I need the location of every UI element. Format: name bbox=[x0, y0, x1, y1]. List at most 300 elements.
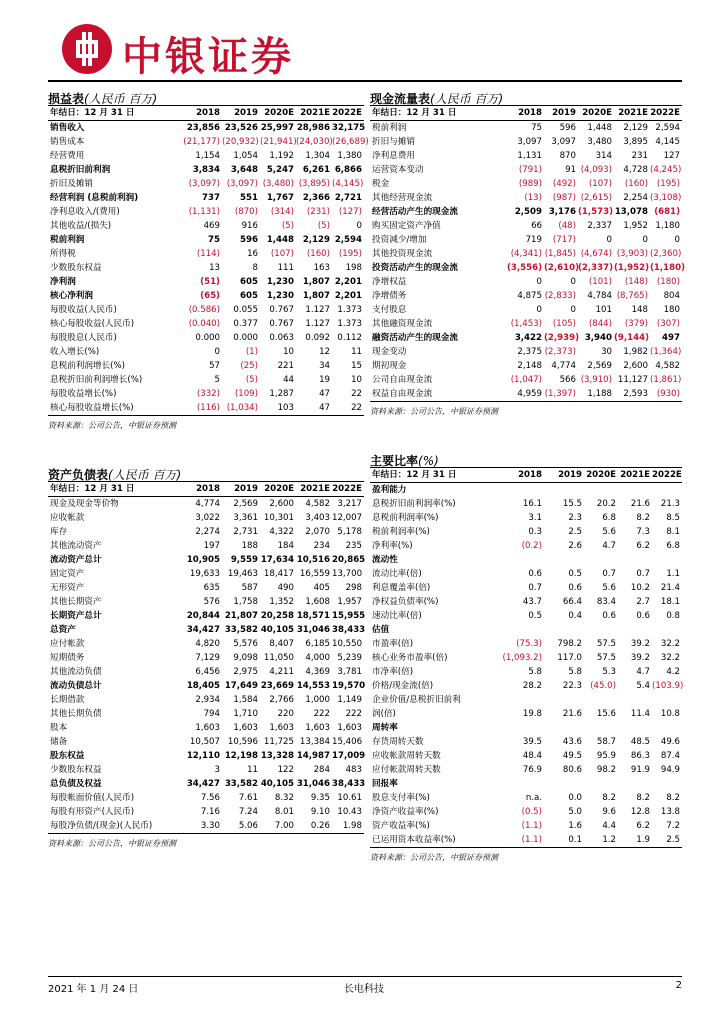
row-label: 其他融资现金流 bbox=[372, 319, 433, 329]
table-row bbox=[48, 791, 364, 805]
row-label: 税前利润 bbox=[50, 235, 85, 245]
row-value: (25) bbox=[240, 361, 258, 371]
row-value: (101) bbox=[588, 277, 612, 287]
row-value: 2.5 bbox=[568, 527, 582, 537]
row-value: 10.43 bbox=[337, 807, 362, 817]
row-value: 1,131 bbox=[517, 151, 542, 161]
row-value: 39.2 bbox=[630, 653, 650, 663]
row-value: 3,403 bbox=[305, 513, 330, 523]
row-label: 运营资本变动 bbox=[372, 165, 424, 175]
row-label: 核心每股收益增长(%) bbox=[50, 403, 134, 413]
row-value: 0.6 bbox=[636, 611, 650, 621]
row-value: (0.040) bbox=[188, 319, 220, 329]
row-value: 25,997 bbox=[260, 123, 294, 133]
row-value: 34 bbox=[319, 361, 330, 371]
row-label: 应收帐款 bbox=[50, 513, 85, 523]
table-row bbox=[370, 373, 682, 387]
row-value: 7.24 bbox=[238, 807, 258, 817]
table-header-row bbox=[48, 482, 364, 497]
table-row bbox=[370, 205, 682, 219]
row-value: 0.7 bbox=[528, 583, 542, 593]
row-label: 购买固定资产净值 bbox=[372, 221, 441, 231]
row-value: 2,594 bbox=[334, 235, 362, 245]
row-value bbox=[584, 483, 618, 498]
table-row bbox=[370, 177, 682, 191]
row-value: 47 bbox=[319, 403, 330, 413]
row-value: (0.2) bbox=[521, 541, 542, 551]
row-value: 3,361 bbox=[233, 513, 258, 523]
row-value: 4,774 bbox=[195, 499, 220, 509]
row-value: 1,000 bbox=[305, 695, 330, 705]
row-label: 投资减少/增加 bbox=[372, 235, 427, 245]
row-value: 38,433 bbox=[332, 779, 366, 789]
table-row bbox=[48, 693, 364, 707]
row-value: (65) bbox=[200, 291, 220, 301]
row-value: (3,097) bbox=[188, 179, 220, 189]
row-value bbox=[584, 693, 618, 707]
column-header: 2020E bbox=[578, 106, 614, 121]
row-value: 8,407 bbox=[269, 639, 294, 649]
column-header: 2021E bbox=[614, 106, 650, 121]
row-value: (1.1) bbox=[521, 835, 542, 845]
footer-page-number: 2 bbox=[675, 980, 682, 991]
column-header: 2022E bbox=[650, 106, 682, 121]
row-label: 润(倍) bbox=[372, 709, 396, 719]
row-value: (4,245) bbox=[650, 165, 682, 175]
row-value: 10,516 bbox=[296, 555, 330, 565]
row-value: 0.6 bbox=[602, 611, 616, 621]
table-row bbox=[48, 191, 364, 205]
row-value: 22.3 bbox=[562, 681, 582, 691]
row-value: 3 bbox=[214, 765, 220, 775]
row-value: 9.35 bbox=[310, 793, 330, 803]
row-value: (1,397) bbox=[544, 389, 576, 399]
panel-unit: (人民币 百万) bbox=[84, 92, 158, 106]
source-note: 资料来源：公司公告，中银证券预测 bbox=[48, 415, 364, 431]
source-note: 资料来源：公司公告，中银证券预测 bbox=[370, 847, 682, 863]
table-row bbox=[370, 387, 682, 401]
row-label: 净增债务 bbox=[372, 291, 407, 301]
row-value: 117.0 bbox=[557, 653, 582, 663]
row-value bbox=[652, 553, 682, 567]
row-label: 每股帐面价值(人民币) bbox=[50, 793, 135, 803]
row-value: 13,328 bbox=[260, 751, 294, 761]
row-value: (148) bbox=[624, 277, 648, 287]
row-label: 每股有形资产(人民币) bbox=[50, 807, 135, 817]
panel-title bbox=[370, 452, 682, 468]
table-row bbox=[48, 707, 364, 721]
table-row bbox=[48, 205, 364, 219]
row-value bbox=[490, 553, 544, 567]
row-value: 4.7 bbox=[636, 667, 650, 677]
row-value: 2,569 bbox=[233, 499, 258, 509]
table-row bbox=[48, 819, 364, 833]
row-label: 净利息费用 bbox=[372, 151, 415, 161]
row-value: 2,509 bbox=[514, 207, 542, 217]
column-header: 2018 bbox=[502, 106, 544, 121]
row-value bbox=[618, 693, 652, 707]
row-value: 12.8 bbox=[630, 807, 650, 817]
row-value: 127 bbox=[663, 151, 680, 161]
row-value: 483 bbox=[345, 765, 362, 775]
row-label: 其他长期资产 bbox=[50, 597, 102, 607]
column-header: 年结日：12 月 31 日 bbox=[370, 468, 490, 483]
row-value: (2,833) bbox=[544, 291, 576, 301]
row-label: 其他经营现金流 bbox=[372, 193, 433, 203]
row-value: 19,570 bbox=[332, 681, 366, 691]
row-value bbox=[544, 693, 584, 707]
row-value: 1,758 bbox=[233, 597, 258, 607]
row-value: (1,093.2) bbox=[502, 653, 542, 663]
table-row bbox=[370, 749, 682, 763]
row-value: (0.5) bbox=[521, 807, 542, 817]
column-header: 2022E bbox=[652, 468, 682, 483]
row-value: 2,594 bbox=[655, 123, 680, 133]
table-row bbox=[48, 373, 364, 387]
source-note: 资料来源：公司公告，中银证券预测 bbox=[48, 833, 364, 849]
table-row bbox=[48, 511, 364, 525]
row-value: (3,910) bbox=[580, 375, 612, 385]
table-row bbox=[48, 623, 364, 637]
column-header: 2019 bbox=[544, 468, 584, 483]
row-value bbox=[652, 693, 682, 707]
table-row bbox=[48, 679, 364, 693]
row-label: 周转率 bbox=[372, 723, 398, 733]
row-value: (51) bbox=[200, 277, 220, 287]
row-value: 12,110 bbox=[186, 751, 220, 761]
row-label: 净利率(%) bbox=[372, 541, 413, 551]
row-label: 经营利润 (息税前利润) bbox=[50, 193, 139, 203]
row-value: 2,721 bbox=[334, 193, 362, 203]
row-value: 2,593 bbox=[623, 389, 648, 399]
row-value: 0.7 bbox=[602, 569, 616, 579]
row-value: 11,127 bbox=[617, 375, 648, 385]
row-value: 0.7 bbox=[636, 569, 650, 579]
row-value: 40,105 bbox=[260, 625, 294, 635]
table-row bbox=[370, 595, 682, 609]
table-row bbox=[48, 149, 364, 163]
row-value: (870) bbox=[234, 207, 258, 217]
row-value: 148 bbox=[631, 305, 648, 315]
row-value: 2,129 bbox=[302, 235, 330, 245]
row-label: 每股收益(人民币) bbox=[50, 305, 117, 315]
row-value: (0.586) bbox=[188, 305, 220, 315]
row-value: 4.4 bbox=[602, 821, 616, 831]
row-label: 速动比率(倍) bbox=[372, 611, 422, 621]
row-value: 5.8 bbox=[528, 667, 542, 677]
row-value: 10.61 bbox=[337, 793, 362, 803]
row-value: 2,375 bbox=[517, 347, 542, 357]
row-value: 0 bbox=[570, 305, 576, 315]
row-value: 5.8 bbox=[568, 667, 582, 677]
row-value: 1.373 bbox=[337, 305, 362, 315]
row-value: 10,507 bbox=[189, 737, 220, 747]
row-value: 39.2 bbox=[630, 639, 650, 649]
row-value: (8,765) bbox=[616, 291, 648, 301]
row-value: 75 bbox=[531, 123, 542, 133]
table-row bbox=[370, 567, 682, 581]
table-row bbox=[48, 497, 364, 512]
row-value: 3,895 bbox=[623, 137, 648, 147]
row-value: 10 bbox=[351, 375, 362, 385]
row-value: 8.2 bbox=[636, 513, 650, 523]
row-value: (5) bbox=[281, 221, 294, 231]
row-value: 14,553 bbox=[296, 681, 330, 691]
panel-title-text: 现金流量表 bbox=[370, 92, 431, 106]
row-value: 48.5 bbox=[630, 737, 650, 747]
row-value: 0.8 bbox=[666, 611, 680, 621]
row-value: 4,728 bbox=[623, 165, 648, 175]
row-value: 3,097 bbox=[551, 137, 576, 147]
row-value: 91.9 bbox=[630, 765, 650, 775]
row-value: 2,148 bbox=[517, 361, 542, 371]
row-value bbox=[544, 721, 584, 735]
table-row bbox=[370, 303, 682, 317]
row-label: 权益自由现金流 bbox=[372, 389, 433, 399]
row-value: 0.26 bbox=[310, 821, 330, 831]
table-row bbox=[370, 289, 682, 303]
row-value: 6.8 bbox=[602, 513, 616, 523]
row-value: 2.3 bbox=[568, 513, 582, 523]
row-value: 220 bbox=[277, 709, 294, 719]
row-value: 0 bbox=[536, 305, 542, 315]
row-value: (4,093) bbox=[580, 165, 612, 175]
table-row bbox=[370, 805, 682, 819]
row-value bbox=[490, 623, 544, 637]
table-row bbox=[370, 345, 682, 359]
row-value: 7,129 bbox=[195, 653, 220, 663]
row-value: 22 bbox=[351, 389, 362, 399]
row-value: 122 bbox=[277, 765, 294, 775]
row-label: 流动资产总计 bbox=[50, 555, 102, 565]
row-value: 33,582 bbox=[224, 779, 258, 789]
row-value: 1,603 bbox=[233, 723, 258, 733]
row-value: 7.3 bbox=[636, 527, 650, 537]
row-value: 103 bbox=[277, 403, 294, 413]
row-label: 其他长期负债 bbox=[50, 709, 102, 719]
data-table bbox=[48, 482, 364, 833]
row-value: 3,022 bbox=[195, 513, 220, 523]
row-value: 7.56 bbox=[200, 793, 220, 803]
row-value: (160) bbox=[624, 179, 648, 189]
table-row bbox=[370, 777, 682, 791]
row-value: 916 bbox=[241, 221, 258, 231]
row-label: 股息支付率(%) bbox=[372, 793, 430, 803]
row-value: 39.5 bbox=[522, 737, 542, 747]
table-row bbox=[370, 233, 682, 247]
row-value: (1,364) bbox=[650, 347, 682, 357]
row-value: 57 bbox=[209, 361, 220, 371]
row-value: 1.9 bbox=[636, 835, 650, 845]
column-header: 2021E bbox=[618, 468, 652, 483]
row-value: 4.2 bbox=[666, 667, 680, 677]
row-value: 12,007 bbox=[332, 513, 363, 523]
brand-name: 中银证券 bbox=[122, 34, 294, 80]
row-value: 9.10 bbox=[310, 807, 330, 817]
row-value: 13 bbox=[209, 263, 220, 273]
row-value: (1.1) bbox=[521, 821, 542, 831]
row-value: 4,959 bbox=[517, 389, 542, 399]
table-row bbox=[370, 191, 682, 205]
row-value: 23,669 bbox=[260, 681, 294, 691]
row-value: 490 bbox=[277, 583, 294, 593]
row-value: 4,322 bbox=[269, 527, 294, 537]
row-value: 1,352 bbox=[269, 597, 294, 607]
row-value: 1.2 bbox=[602, 835, 616, 845]
row-value: 4,582 bbox=[655, 361, 680, 371]
row-value bbox=[652, 483, 682, 498]
row-value: 2.5 bbox=[666, 835, 680, 845]
row-value: 7.61 bbox=[238, 793, 258, 803]
row-value: (21,177) bbox=[183, 137, 220, 147]
table-row bbox=[370, 651, 682, 665]
table-header-row bbox=[370, 468, 682, 483]
row-value: 11.4 bbox=[630, 709, 650, 719]
row-value: 23,526 bbox=[224, 123, 258, 133]
row-label: 其他流动资产 bbox=[50, 541, 102, 551]
panel-unit: (人民币 百万) bbox=[430, 92, 504, 106]
table-row bbox=[370, 331, 682, 345]
row-value: 3,176 bbox=[548, 207, 576, 217]
row-value: 4,000 bbox=[305, 653, 330, 663]
row-value: 22 bbox=[351, 403, 362, 413]
row-value: 1.127 bbox=[305, 319, 330, 329]
row-value: 0.767 bbox=[269, 305, 294, 315]
row-value: 32.2 bbox=[660, 653, 680, 663]
row-value: (332) bbox=[196, 389, 220, 399]
row-value: 4.7 bbox=[602, 541, 616, 551]
row-label: 折旧及摊销 bbox=[50, 179, 93, 189]
row-value: 1,603 bbox=[337, 723, 362, 733]
table-row bbox=[48, 331, 364, 345]
row-value: 198 bbox=[345, 263, 362, 273]
data-table bbox=[370, 468, 682, 847]
row-value: 188 bbox=[241, 541, 258, 551]
table-row bbox=[48, 637, 364, 651]
row-value: 1,603 bbox=[305, 723, 330, 733]
row-value: 7.16 bbox=[200, 807, 220, 817]
table-row bbox=[48, 401, 364, 415]
row-value: 0.112 bbox=[337, 333, 362, 343]
row-label: 其他流动负债 bbox=[50, 667, 102, 677]
row-value: 2,766 bbox=[269, 695, 294, 705]
panel-title-text: 损益表 bbox=[48, 92, 85, 106]
row-label: 储备 bbox=[50, 737, 68, 747]
table-row bbox=[370, 693, 682, 707]
row-value: 0 bbox=[606, 235, 612, 245]
row-value: 298 bbox=[345, 583, 362, 593]
row-label: 资产收益率(%) bbox=[372, 821, 430, 831]
row-value: 83.4 bbox=[596, 597, 616, 607]
row-value: 30 bbox=[601, 347, 612, 357]
row-value: (26,689) bbox=[332, 137, 369, 147]
row-label: 估值 bbox=[372, 625, 390, 635]
row-label: 固定资产 bbox=[50, 569, 85, 579]
row-value: 1,807 bbox=[302, 277, 330, 287]
table-row bbox=[370, 609, 682, 623]
row-value: 33,582 bbox=[224, 625, 258, 635]
row-value bbox=[584, 553, 618, 567]
panel-title-text: 主要比率 bbox=[370, 454, 419, 468]
row-value: 4,875 bbox=[517, 291, 542, 301]
table-row bbox=[370, 721, 682, 735]
row-value: 3.1 bbox=[528, 513, 542, 523]
column-header: 2021E bbox=[296, 482, 332, 497]
table-row bbox=[48, 805, 364, 819]
table-row bbox=[370, 135, 682, 149]
row-value: 94.9 bbox=[660, 765, 680, 775]
header-divider bbox=[48, 80, 682, 82]
row-value: 66.4 bbox=[562, 597, 582, 607]
row-value: 5.06 bbox=[238, 821, 258, 831]
row-value: 1,608 bbox=[305, 597, 330, 607]
row-value: (103.9) bbox=[652, 681, 684, 691]
row-value: 0.063 bbox=[269, 333, 294, 343]
row-label: 折旧与摊销 bbox=[372, 137, 415, 147]
table-row bbox=[48, 233, 364, 247]
row-value bbox=[584, 623, 618, 637]
row-value: 9,098 bbox=[233, 653, 258, 663]
row-value: 1,287 bbox=[269, 389, 294, 399]
row-label: 少数股东权益 bbox=[50, 765, 102, 775]
row-label: 息税前利润增长(%) bbox=[50, 361, 126, 371]
table-row bbox=[48, 553, 364, 567]
row-label: 销售成本 bbox=[50, 137, 85, 147]
row-value: 231 bbox=[631, 151, 648, 161]
table-row bbox=[370, 637, 682, 651]
row-value bbox=[490, 777, 544, 791]
row-value: 314 bbox=[595, 151, 612, 161]
row-value: 6,866 bbox=[334, 165, 362, 175]
table-row bbox=[48, 777, 364, 791]
row-value: n.a. bbox=[525, 793, 542, 803]
row-value: 1,230 bbox=[266, 277, 294, 287]
row-value bbox=[544, 777, 584, 791]
table-row bbox=[370, 497, 682, 511]
row-value: 10,905 bbox=[186, 555, 220, 565]
row-value: 0 bbox=[674, 235, 680, 245]
table-row bbox=[370, 163, 682, 177]
table-row bbox=[370, 819, 682, 833]
row-value: 91 bbox=[565, 165, 576, 175]
row-label: 融资活动产生的现金流 bbox=[372, 333, 458, 343]
row-value: 15.5 bbox=[562, 499, 582, 509]
row-value: 3,422 bbox=[514, 333, 542, 343]
row-value: 1,149 bbox=[337, 695, 362, 705]
table-row bbox=[370, 483, 682, 498]
row-value: 5.6 bbox=[602, 583, 616, 593]
row-label: 长期借款 bbox=[50, 695, 85, 705]
row-value: (3,895) bbox=[298, 179, 330, 189]
row-value: 8.32 bbox=[274, 793, 294, 803]
column-header: 2020E bbox=[260, 482, 296, 497]
row-value: (5) bbox=[245, 375, 258, 385]
row-value bbox=[544, 623, 584, 637]
row-value: 16 bbox=[247, 249, 258, 259]
table-row bbox=[48, 177, 364, 191]
row-value: (987) bbox=[552, 193, 576, 203]
row-value: 197 bbox=[203, 541, 220, 551]
row-value: 15,955 bbox=[332, 611, 366, 621]
row-value: 21.6 bbox=[630, 499, 650, 509]
row-label: 息税折旧前利润增长(%) bbox=[50, 375, 143, 385]
row-value: 20.2 bbox=[596, 499, 616, 509]
table-row bbox=[48, 581, 364, 595]
row-value: 13.8 bbox=[660, 807, 680, 817]
row-value: 5.3 bbox=[602, 667, 616, 677]
row-value: (3,480) bbox=[262, 179, 294, 189]
row-value: 34,427 bbox=[186, 779, 220, 789]
